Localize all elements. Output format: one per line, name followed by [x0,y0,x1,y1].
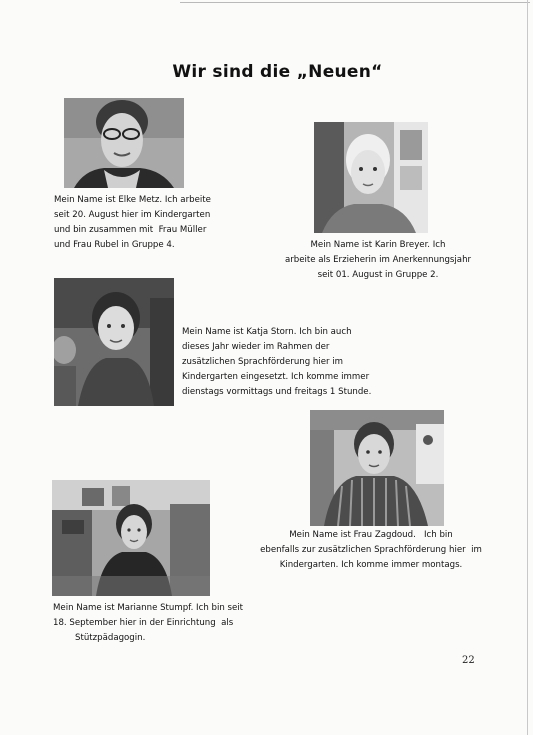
caption-line: Stützpädagogin. [75,633,146,643]
page-edge-top [180,2,530,3]
caption-karin-breyer [262,238,494,283]
caption-line: ebenfalls zur zusätzlichen Sprachförderung hier im [260,545,482,555]
photo-karin-breyer [314,122,428,233]
caption-line: Mein Name ist Katja Storn. Ich bin auch [182,327,352,337]
caption-elke-metz [54,193,211,253]
page-title: Wir sind die „Neuen“ [172,62,383,82]
caption-line: dienstags vormittags und freitags 1 Stunde. [182,387,372,397]
caption-line: zusätzlichen Sprachförderung hier im [182,357,344,367]
caption-line: Mein Name ist Marianne Stumpf. Ich bin seit [53,603,244,613]
caption-line: Mein Name ist Frau Zagdoud. Ich bin [289,530,453,540]
caption-line: Mein Name ist Karin Breyer. Ich [310,240,446,250]
photo-elke-metz [64,98,184,188]
caption-line: seit 20. August hier im Kindergarten [54,210,211,220]
caption-line: 18. September hier in der Einrichtung als [53,618,234,628]
caption-line: und bin zusammen mit Frau Müller [54,225,207,235]
photo-frau-zagdoud [310,410,444,526]
photo-katja-storn [54,278,174,406]
caption-line: seit 01. August in Gruppe 2. [317,270,439,280]
photo-marianne-stumpf [52,480,210,596]
caption-katja-storn [182,325,371,400]
caption-line: arbeite als Erzieherin im Anerkennungsjahr [284,255,472,265]
caption-line: und Frau Rubel in Gruppe 4. [54,240,175,250]
caption-frau-zagdoud [246,528,496,573]
caption-line: dieses Jahr wieder im Rahmen der [182,342,330,352]
caption-line: Mein Name ist Elke Metz. Ich arbeite [54,195,211,205]
caption-marianne-stumpf [53,601,253,646]
page-edge-right [527,0,528,735]
caption-line: Kindergarten eingesetzt. Ich komme immer [182,372,370,382]
caption-line: Kindergarten. Ich komme immer montags. [279,560,463,570]
page-number: 22 [462,655,475,666]
